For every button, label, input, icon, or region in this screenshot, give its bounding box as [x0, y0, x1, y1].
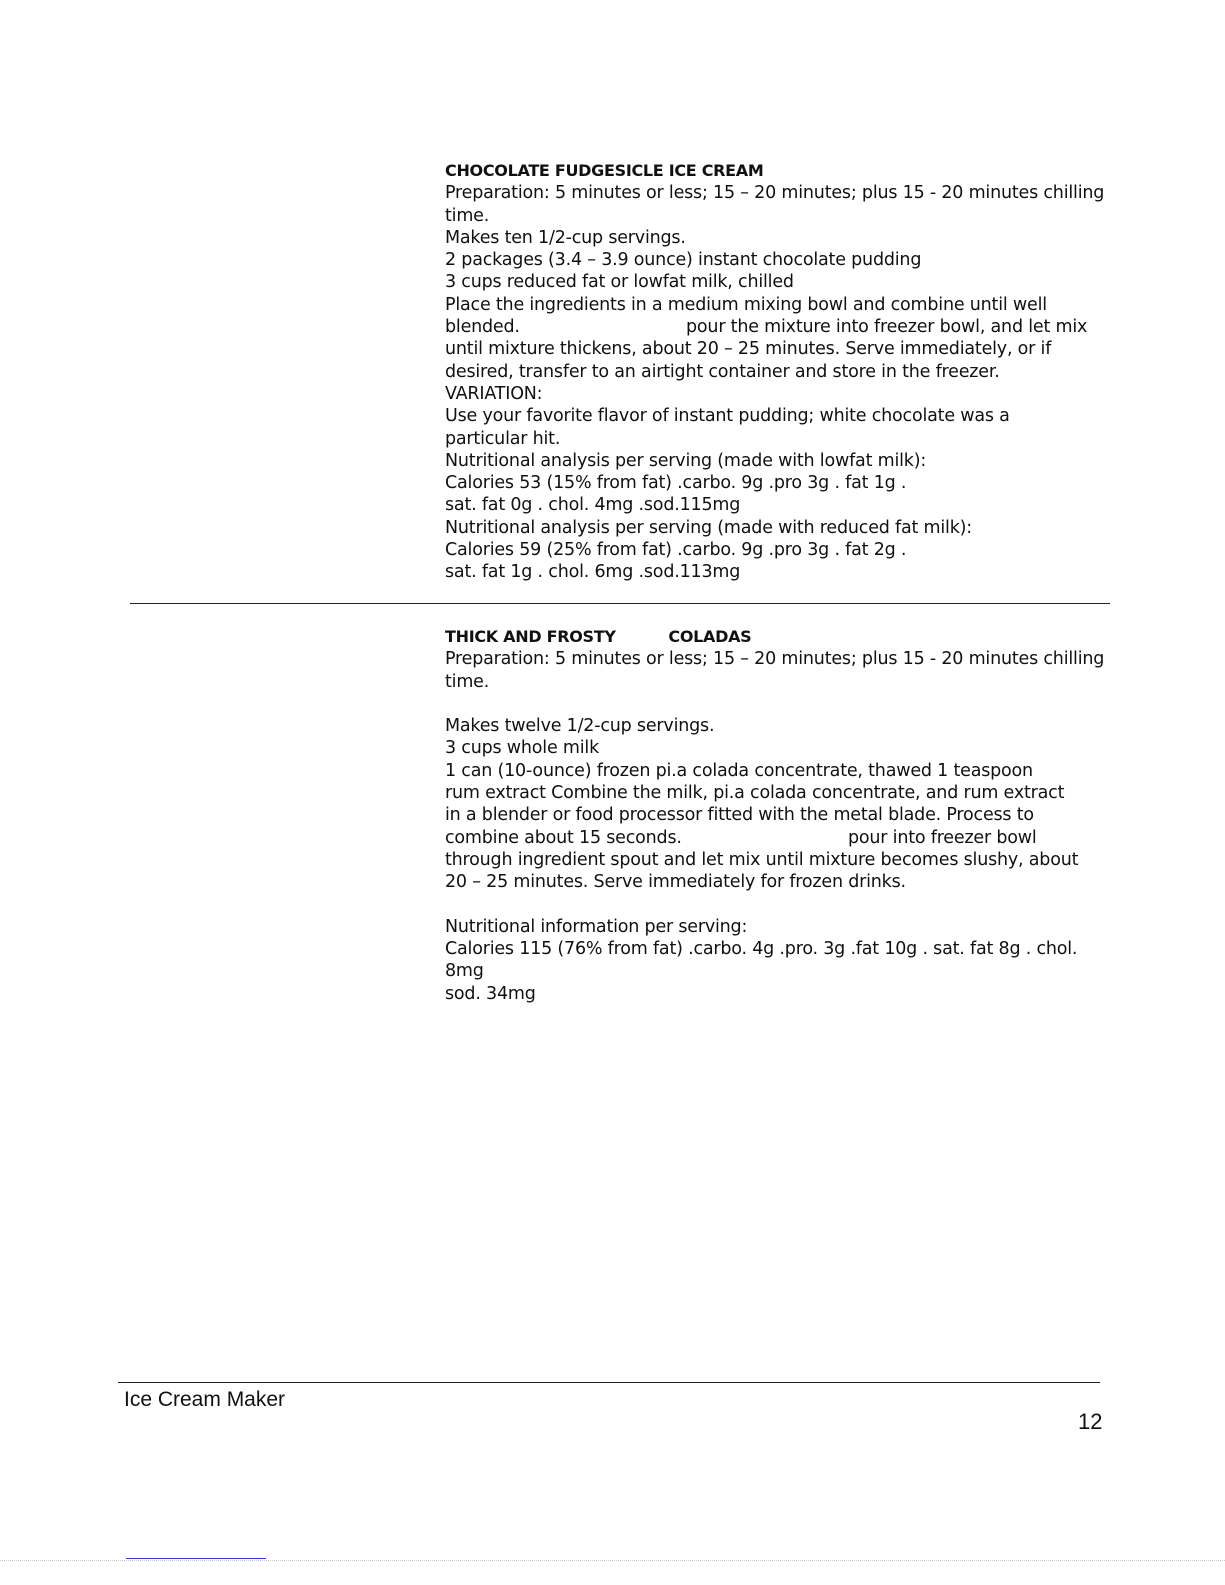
recipe-line: Calories 59 (25% from fat) .carbo. 9g .pro 3g . fat 2g . [445, 540, 907, 561]
page-edge-rule [0, 1560, 1225, 1561]
recipe-line: Preparation: 5 minutes or less; 15 – 20 minutes; plus 15 - 20 minutes chilling [445, 649, 1105, 670]
recipe-line: time. [445, 205, 490, 226]
recipe-thick-and-frosty-coladas [445, 626, 1135, 1005]
recipe-line: until mixture thickens, about 20 – 25 minutes. Serve immediately, or if [445, 339, 1052, 360]
recipe-line: 2 packages (3.4 – 3.9 ounce) instant chocolate pudding [445, 250, 922, 271]
recipe-line: 8mg [445, 961, 484, 982]
link-underline [126, 1558, 266, 1559]
recipe-line: Calories 115 (76% from fat) .carbo. 4g .pro. 3g .fat 10g . sat. fat 8g . chol. [445, 939, 1078, 960]
blank-line [445, 693, 1135, 715]
recipe-line: Preparation: 5 minutes or less; 15 – 20 minutes; plus 15 - 20 minutes chilling [445, 183, 1105, 204]
recipe-line: rum extract Combine the milk, pi.a colada concentrate, and rum extract [445, 783, 1065, 804]
recipe-line: Makes twelve 1/2-cup servings. [445, 716, 715, 737]
section-divider [130, 603, 1110, 604]
recipe-line: 20 – 25 minutes. Serve immediately for frozen drinks. [445, 872, 906, 893]
recipe-line: sat. fat 0g . chol. 4mg .sod.115mg [445, 495, 741, 516]
recipe-line: Calories 53 (15% from fat) .carbo. 9g .pro 3g . fat 1g . [445, 473, 907, 494]
recipe-line: in a blender or food processor fitted with the metal blade. Process to [445, 805, 1034, 826]
recipe-line: sat. fat 1g . chol. 6mg .sod.113mg [445, 562, 741, 583]
recipe-line: desired, transfer to an airtight container and store in the freezer. [445, 361, 1000, 382]
recipe-line: blended. pour the mixture into freezer bowl, and let mix [445, 317, 1088, 338]
recipe-line: 3 cups reduced fat or lowfat milk, chilled [445, 272, 794, 293]
recipe-line: Place the ingredients in a medium mixing bowl and combine until well [445, 294, 1047, 315]
recipe-line: Nutritional information per serving: [445, 916, 748, 937]
recipe-line: Nutritional analysis per serving (made with reduced fat milk): [445, 517, 972, 538]
recipe-line: combine about 15 seconds. pour into freezer bowl [445, 827, 1037, 848]
recipe-line: 3 cups whole milk [445, 738, 600, 759]
footer-divider [118, 1382, 1100, 1383]
page-number: 12 [1078, 1409, 1103, 1434]
recipe-line: through ingredient spout and let mix until mixture becomes slushy, about [445, 849, 1079, 870]
blank-line [445, 894, 1135, 916]
recipe-line: Makes ten 1/2-cup servings. [445, 227, 686, 248]
recipe-line: particular hit. [445, 428, 561, 449]
recipe-line: 1 can (10-ounce) frozen pi.a colada concentrate, thawed 1 teaspoon [445, 760, 1033, 781]
recipe-line: sod. 34mg [445, 983, 536, 1004]
recipe-line: Use your favorite flavor of instant pudding; white chocolate was a [445, 406, 1010, 427]
recipe-line: time. [445, 671, 490, 692]
recipe-line: VARIATION: [445, 383, 543, 404]
footer-title: Ice Cream Maker [124, 1388, 286, 1411]
recipe-chocolate-fudgesicle [445, 160, 1135, 584]
recipe-title: CHOCOLATE FUDGESICLE ICE CREAM [445, 161, 764, 180]
recipe-line: Nutritional analysis per serving (made with lowfat milk): [445, 450, 927, 471]
recipe-title: THICK AND FROSTY COLADAS [445, 627, 752, 646]
